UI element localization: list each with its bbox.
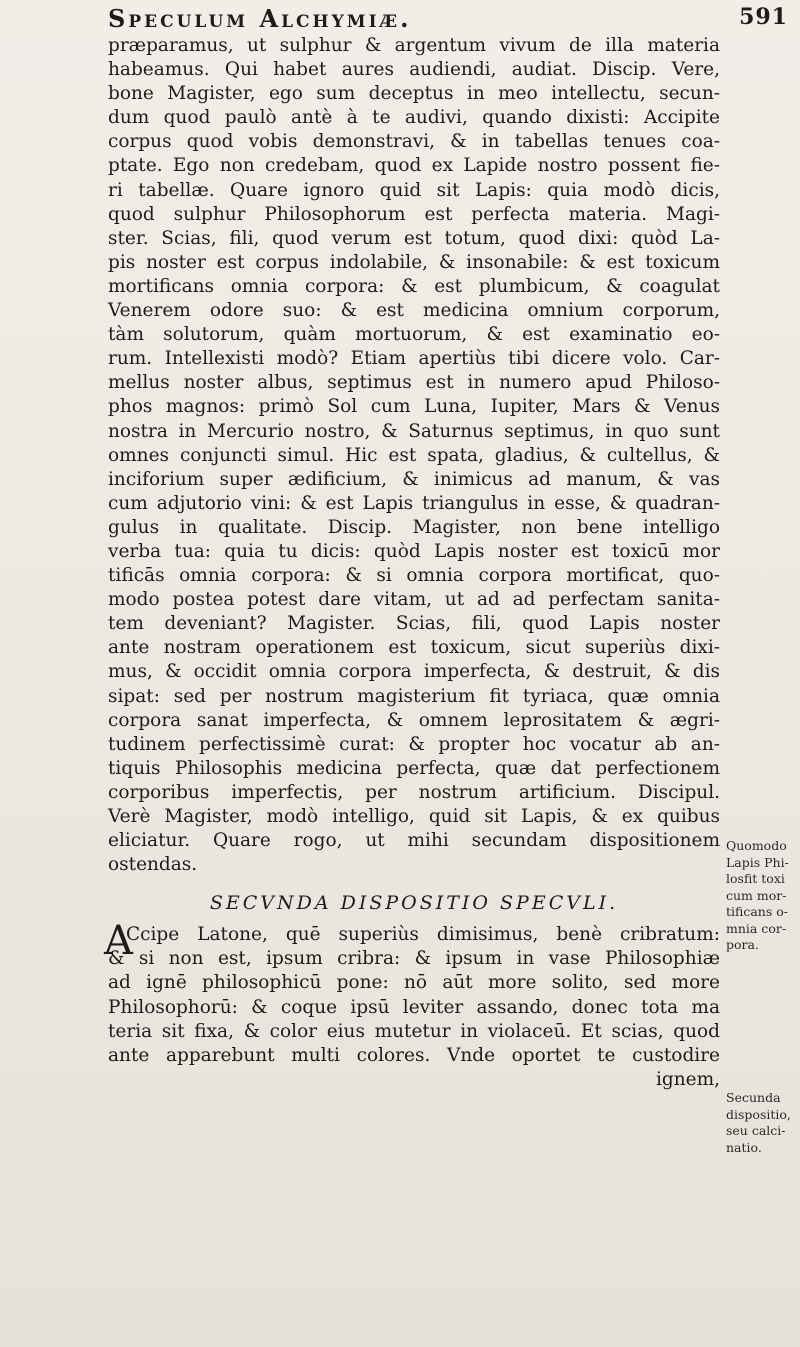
text-line: mellus noster albus, septimus est in numero apud Philoso- bbox=[108, 372, 720, 394]
text-line: tem deveniant? Magister. Scias, fili, quod Lapis noster bbox=[108, 613, 720, 635]
text-line: mus, & occidit omnia corpora imperfecta, & destruit, & dis bbox=[108, 661, 720, 683]
margin-note-line: Quomodo bbox=[726, 838, 787, 853]
text-line: modo postea potest dare vitam, ut ad ad perfectam sanita- bbox=[108, 589, 720, 611]
margin-note-line: dispositio, bbox=[726, 1106, 791, 1122]
section-heading: SECVNDA DISPOSITIO SPECVLI. bbox=[209, 892, 619, 915]
text-line: sipat: sed per nostrum magisterium fit tyriaca, quæ omnia bbox=[108, 685, 720, 707]
text-line: tudinem perfectissimè curat: & propter hoc vocatur ab an- bbox=[108, 733, 720, 755]
text-line: ri tabellæ. Quare ignoro quid sit Lapis: quia modò dicis, bbox=[108, 179, 720, 201]
main-text bbox=[104, 34, 720, 1092]
text-line: tificās omnia corpora: & si omnia corpora mortificat, quo- bbox=[108, 565, 720, 587]
text-line: rum. Intellexisti modò? Etiam apertiùs tibi dicere volo. Car- bbox=[108, 348, 720, 370]
text-line: bone Magister, ego sum deceptus in meo intellectu, secun- bbox=[108, 83, 720, 105]
text-line: ster. Scias, fili, quod verum est totum, quod dixi: quòd La- bbox=[108, 227, 720, 249]
drop-cap: A bbox=[104, 918, 133, 965]
text-line: ptate. Ego non credebam, quod ex Lapide nostro possent fie- bbox=[108, 155, 720, 177]
text-line: ad ignē philosophicū pone: nō aūt more solito, sed more bbox=[108, 972, 720, 994]
text-line: gulus in qualitate. Discip. Magister, non bene intelligo bbox=[108, 516, 720, 538]
text-line-content: Ccipe Latone, quē superiùs dimisimus, benè cribratum: bbox=[126, 924, 720, 946]
text-line: quod sulphur Philosophorum est perfecta materia. Magi- bbox=[108, 203, 720, 225]
text-line: cum adjutorio vini: & est Lapis triangulus in esse, & quadran- bbox=[108, 492, 720, 514]
text-line: dum quod paulò antè à te audivi, quando dixisti: Accipite bbox=[108, 107, 720, 129]
text-line: teria sit fixa, & color eius mutetur in violaceū. Et scias, quod bbox=[108, 1020, 720, 1042]
text-line: ostendas. bbox=[108, 854, 198, 876]
text-line: omnes conjuncti simul. Hic est spata, gladius, & cultellus, & bbox=[108, 444, 720, 466]
text-line: corpora sanat imperfecta, & omnem leprositatem & ægri- bbox=[108, 709, 720, 731]
margin-note-line: pora. bbox=[726, 937, 759, 952]
margin-note-line: Lapis Phi- bbox=[726, 854, 789, 870]
text-line: corpus quod vobis demonstravi, & in tabellas tenues coa- bbox=[108, 131, 720, 153]
text-line: corporibus imperfectis, per nostrum artificium. Discipul. bbox=[108, 781, 720, 803]
catchword-line: ignem, bbox=[655, 1068, 720, 1090]
text-line: pis noster est corpus indolabile, & insonabile: & est toxicum bbox=[108, 251, 720, 273]
text-line: inciforium super ædificium, & inimicus ad manum, & vas bbox=[108, 468, 720, 490]
page-number: 591 bbox=[739, 4, 788, 30]
margin-note-line: tificans o- bbox=[726, 904, 788, 919]
margin-note-2 bbox=[726, 1090, 796, 1156]
margin-note-line: natio. bbox=[726, 1139, 762, 1155]
paragraph-2 bbox=[104, 918, 720, 1092]
margin-note-line: Secunda bbox=[726, 1090, 781, 1105]
margin-note-line: mnia cor- bbox=[726, 920, 787, 936]
margin-note-1 bbox=[726, 838, 796, 954]
text-line: ante nostram operationem est toxicum, sicut superiùs dixi- bbox=[108, 637, 720, 659]
text-line: nostra in Mercurio nostro, & Saturnus septimus, in quo sunt bbox=[108, 420, 720, 442]
text-line: habeamus. Qui habet aures audiendi, audiat. Discip. Vere, bbox=[108, 59, 720, 81]
text-line: eliciatur. Quare rogo, ut mihi secundam dispositionem bbox=[108, 830, 720, 852]
text-line: Venerem odore suo: & est medicina omnium corporum, bbox=[108, 300, 720, 322]
margin-note-line: cum mor- bbox=[726, 887, 787, 903]
text-line: ante apparebunt multi colores. Vnde oportet te custodire bbox=[108, 1044, 720, 1066]
text-line: tàm solutorum, quàm mortuorum, & est examinatio eo- bbox=[108, 324, 720, 346]
text-line: mortificans omnia corpora: & est plumbicum, & coagulat bbox=[108, 275, 720, 297]
text-line: verba tua: quia tu dicis: quòd Lapis noster est toxicū mor bbox=[108, 540, 720, 562]
page-header bbox=[108, 4, 788, 34]
text-line: Philosophorū: & coque ipsū leviter assando, donec tota ma bbox=[108, 996, 720, 1018]
text-line: præparamus, ut sulphur & argentum vivum de illa materia bbox=[108, 35, 720, 56]
text-line: & si non est, ipsum cribra: & ipsum in vase Philosophiæ bbox=[108, 948, 720, 970]
text-line: phos magnos: primò Sol cum Luna, Iupiter, Mars & Venus bbox=[108, 396, 720, 418]
text-line: tiquis Philosophis medicina perfecta, quæ dat perfectionem bbox=[108, 757, 720, 779]
text-line: Verè Magister, modò intelligo, quid sit Lapis, & ex quibus bbox=[108, 806, 720, 827]
margin-note-line: losfit toxi bbox=[726, 871, 785, 886]
paragraph-1 bbox=[108, 34, 720, 877]
margin-note-line: seu calci- bbox=[726, 1123, 786, 1138]
running-title: Speculum Alchymiæ. bbox=[108, 4, 412, 33]
